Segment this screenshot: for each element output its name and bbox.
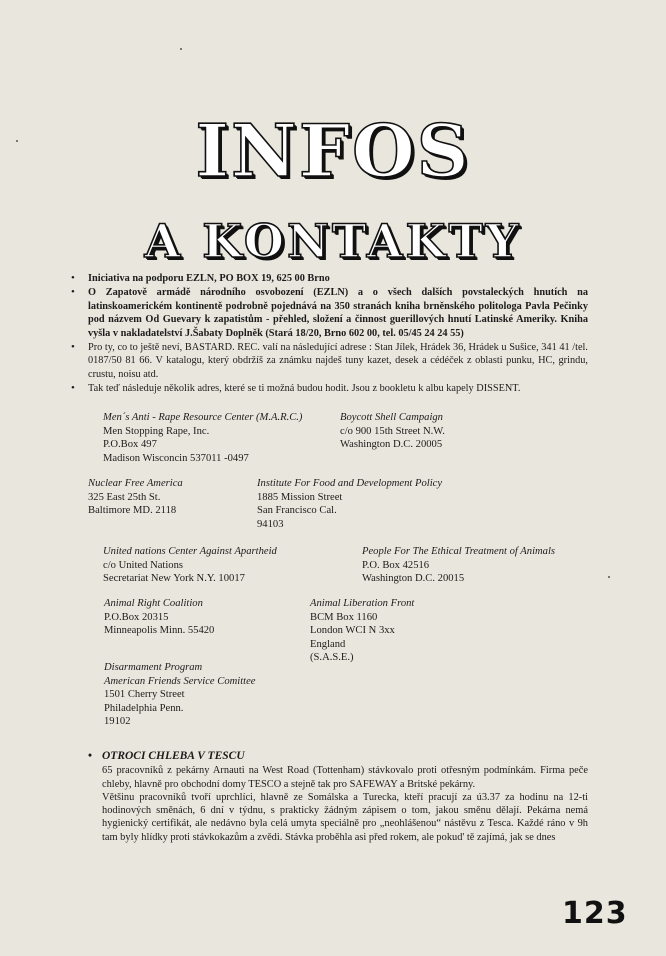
paper-speck [16, 140, 18, 142]
contact-block: Animal Liberation Front BCM Box 1160 London WCI N 3xx England (S.A.S.E.) [310, 598, 415, 663]
paper-speck [180, 48, 182, 50]
article [102, 750, 588, 844]
article-paragraph: Většinu pracovníků tvoří uprchlíci, hlavně ze Somálska a Turecka, kteří pracují za ú3.37 za hodinu na 12-ti hodinových směnách, 6 dní v týdnu, s prakticky žádným zápisem o tom, jakou směnu dělají. Pekárna nemá hygienický certifikát, ale nedávno byla celá umyta speciálně pro „neohlášenou“ nástěvu z Tesca. Každé ráno v 9h tam byly hlídky proti stávkokazům a zvědi. Stávka proběhla asi před rokem, ale pokud' tě zajímá, jak se dnes [102, 791, 588, 843]
contact-block: Boycott Shell Campaign c/o 900 15th Street N.W. Washington D.C. 20005 [340, 412, 445, 450]
page-title: INFOS [195, 108, 471, 193]
contact-block: Nuclear Free America 325 East 25th St. Baltimore MD. 2118 [88, 478, 183, 516]
list-item: • O Zapatově armádě národního osvobození (EZLN) a o všech dalších povstaleckých hnutích na latinskoamerickém kontinentě podrobně pojednává na 350 stranách kniha brněnského politologa Pavla Pečinky pod názvem Od Guevary k zapatistům - přehled, složení a činnost guerillových hnutí Latinské Ameriky. Kniha vyšla v nakladatelství J.Šabaty Doplněk (Stará 18/20, Brno 602 00, tel. 05/45 24 24 55) [88, 286, 588, 340]
bullet-list [88, 272, 588, 397]
list-item: • Pro ty, co to ještě neví, BASTARD. REC. valí na následující adrese : Stan Jílek, Hrádek 36, Hrádek u Sušice, 341 41 /tel. 0187/50 81 66. V katalogu, který obdržíš za známku najdeš tuny kazet, desek a cédéček z oblasti punku, HC, grindu, crustu, noisu atd. [88, 341, 588, 381]
contact-block: Animal Right Coalition P.O.Box 20315 Minneapolis Minn. 55420 [104, 598, 215, 636]
page-number: 123 [562, 896, 628, 931]
contact-block: United nations Center Against Apartheid c/o United Nations Secretariat New York N.Y. 10017 [103, 546, 277, 584]
list-item: • Iniciativa na podporu EZLN, PO BOX 19, 625 00 Brno [88, 272, 588, 285]
contact-block: Institute For Food and Development Policy 1885 Mission Street San Francisco Cal. 94103 [257, 478, 443, 530]
page-subtitle: A KONTAKTY [144, 214, 522, 268]
contact-block: Men´s Anti - Rape Resource Center (M.A.R.C.) Men Stopping Rape, Inc. P.O.Box 497 Madison Wisconcin 537011 -0497 [103, 412, 303, 464]
article-paragraph: 65 pracovníků z pekárny Arnauti na West Road (Tottenham) stávkovalo proti otřesným podmínkám. Firma peče chleby, hlavně pro obchodní domy TESCO a stejně tak pro SAFEWAY a Britské pekárny. [102, 765, 588, 790]
article-heading: • OTROCI CHLEBA V TESCU [88, 750, 588, 763]
list-item: • Tak teď následuje několik adres, které se ti možná budou hodit. Jsou z bookletu k albu kapely DISSENT. [88, 382, 588, 395]
paper-speck [608, 576, 610, 578]
contact-block: People For The Ethical Treatment of Animals P.O. Box 42516 Washington D.C. 20015 [362, 546, 556, 584]
contact-block: Disarmament Program American Friends Service Comittee 1501 Cherry Street Philadelphia Penn. 19102 [104, 662, 256, 727]
